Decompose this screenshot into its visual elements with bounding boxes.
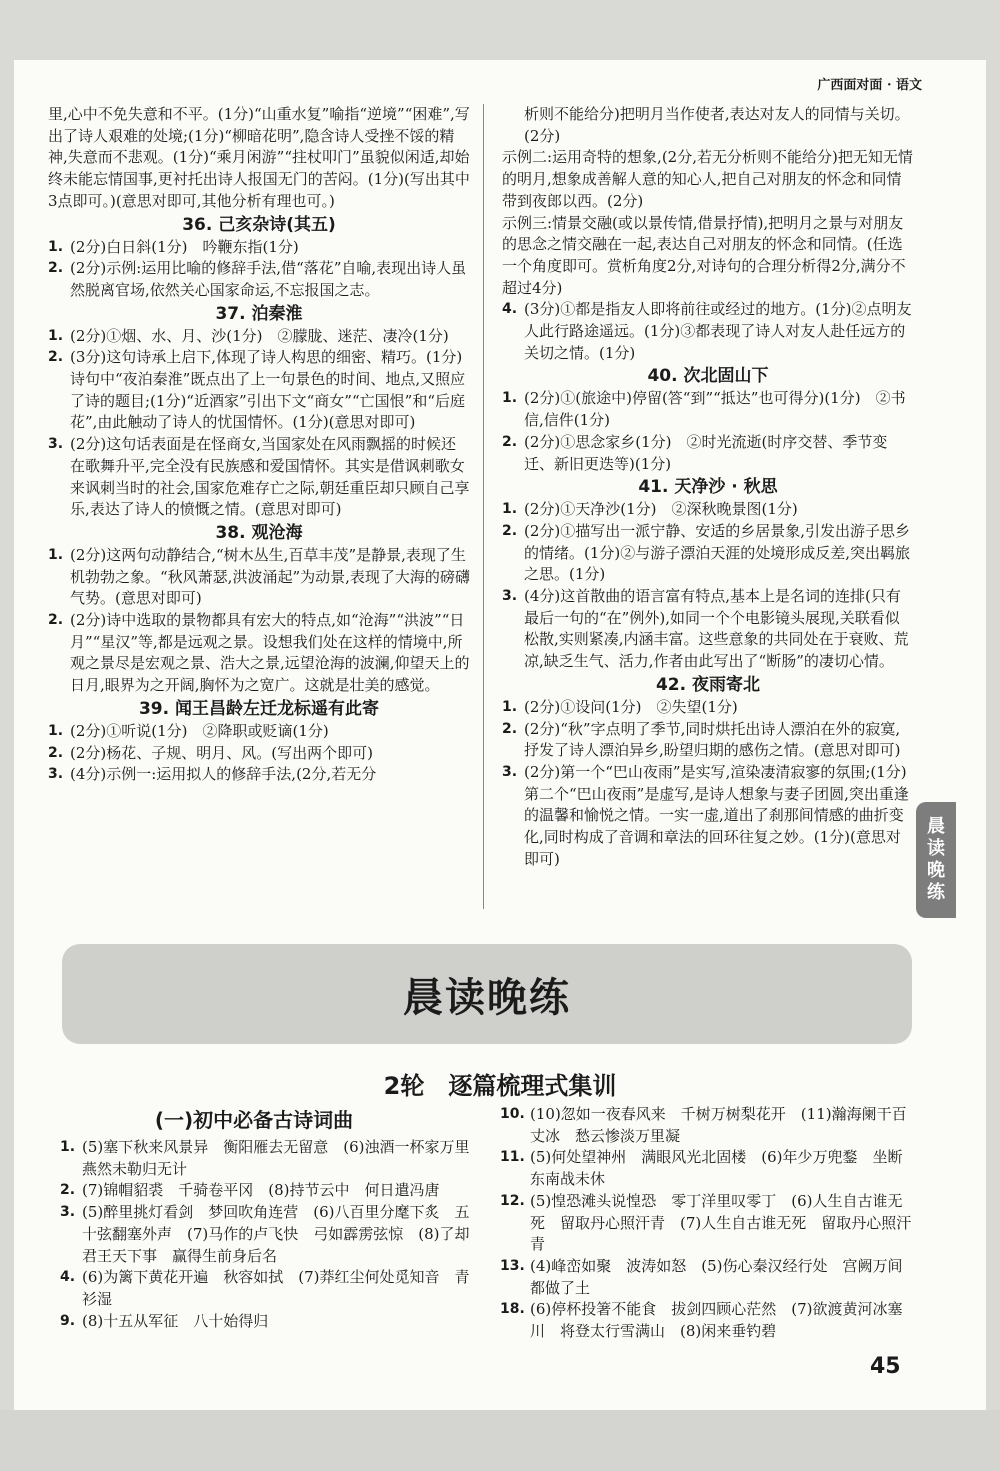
section-title-41: 41. 天净沙 · 秋思	[638, 477, 778, 498]
answer-item: 2. (7)锦帽貂裘 千骑卷平冈 (8)持节云中 何日遣冯唐	[60, 1181, 440, 1200]
example-three: 示例三:情景交融(或以景传情,借景抒情),把明月之景与对朋友的思念之情交融在一起,表达自己对朋友的怀念和同情。(任选一个角度即可。赏析角度2分,对诗句的合理分析得2分,满分不超过4分)	[502, 213, 906, 297]
answer-item: 2. (2分)诗中选取的景物都具有宏大的特点,如“沧海”“洪波”“日月”“星汉”等,都是远观之景。设想我们处在这样的情境中,所观之景尽是宏观之景、浩大之景,远望沧海的波澜,仰望天上的日月,眼界为之开阔,胸怀为之宽广。这就是壮美的感觉。	[48, 611, 470, 695]
section-banner	[62, 944, 912, 1044]
answer-item: 4. (6)为篱下黄花开遍 秋容如拭 (7)莽红尘何处觅知音 青衫湿	[60, 1268, 470, 1308]
side-tab-char: 晨	[927, 816, 945, 837]
section-title-36: 36. 己亥杂诗(其五)	[182, 214, 336, 235]
answer-item: 2. (2分)①描写出一派宁静、安适的乡居景象,引发出游子思乡的情绪。(1分)②与游子漂泊天涯的处境形成反差,突出羁旅之思。(1分)	[502, 521, 911, 584]
answer-item: 3. (4分)示例一:运用拟人的修辞手法,(2分,若无分	[48, 765, 377, 784]
answer-item: 1. (2分)①天净沙(1分) ②深秋晚景图(1分)	[502, 500, 798, 519]
answer-item: 13. (4)峰峦如聚 波涛如怒 (5)伤心秦汉经行处 宫阙万间都做了土	[500, 1256, 903, 1297]
lower-left-column	[60, 1137, 485, 1332]
side-tab-char: 读	[927, 838, 945, 859]
answer-item: 2. (3分)这句诗承上启下,体现了诗人构思的细密、精巧。(1分)诗句中“夜泊秦淮”既点出了上一句景色的时间、地点,又照应了诗的题目;(1分)“近酒家”引出下文“商女”“亡国恨”和“后庭花”,由此触动了诗人的忧国情怀。(1分)(意思对即可)	[48, 348, 466, 432]
right-intro-paragraph: 析则不能给分)把明月当作使者,表达对友人的同情与关切。(2分)	[524, 105, 910, 145]
banner-title: 晨读晚练	[403, 974, 571, 1021]
answer-item: 1. (2分)①烟、水、月、沙(1分) ②朦胧、迷茫、凄冷(1分)	[48, 326, 449, 345]
answer-item: 1. (5)塞下秋来风景异 衡阳雁去无留意 (6)浊酒一杯家万里 燕然未勒归无计	[60, 1138, 485, 1178]
answer-item: 3. (4分)这首散曲的语言富有特点,基本上是名词的连排(只有最后一句的“在”例外),如同一个个电影镜头展现,关联看似松散,实则紧凑,内涵丰富。这些意象的共同处在于衰败、荒凉,缺乏生气、活力,作者由此写出了“断肠”的凄切心情。	[502, 587, 909, 671]
answer-item: 11. (5)何处望神州 满眼风光北固楼 (6)年少万兜鍪 坐断东南战未休	[500, 1148, 903, 1189]
answer-item: 1. (2分)这两句动静结合,“树木丛生,百草丰茂”是静景,表现了生机勃勃之象。“秋风萧瑟,洪波涌起”为动景,表现了大海的磅礴气势。(意思对即可)	[48, 545, 470, 608]
section-title-40: 40. 次北固山下	[647, 366, 769, 387]
answer-item: 1. (2分)①(旅途中)停留(答“到”“抵达”也可得分)(1分) ②书信,信件(1分)	[502, 389, 906, 430]
answer-item: 10. (10)忽如一夜春风来 千树万树梨花开 (11)瀚海阑干百丈冰 愁云惨淡万里凝	[500, 1105, 907, 1145]
section-title-37: 37. 泊秦淮	[215, 303, 303, 324]
bottom-strip	[0, 1410, 1000, 1471]
answer-item: 2. (2分)“秋”字点明了季节,同时烘托出诗人漂泊在外的寂寞,抒发了诗人漂泊异乡,盼望归期的感伤之情。(意思对即可)	[502, 719, 901, 760]
example-two: 示例二:运用奇特的想象,(2分,若无分析则不能给分)把无知无情的明月,想象成善解人意的知心人,把自己对朋友的怀念和同情带到夜郎以西。(2分)	[502, 148, 913, 210]
answer-item: 2. (2分)杨花、子规、明月、风。(写出两个即可)	[48, 743, 373, 762]
round-title: 2轮 逐篇梳理式集训	[383, 1072, 617, 1100]
lower-right-column	[500, 1104, 914, 1343]
page-number: 45	[870, 1354, 901, 1379]
answer-item: 1. (2分)白日斜(1分) 吟鞭东指(1分)	[48, 237, 299, 256]
side-tab-char: 练	[927, 882, 945, 903]
side-tab	[916, 802, 956, 918]
answer-item: 18. (6)停杯投箸不能食 拔剑四顾心茫然 (7)欲渡黄河冰塞川 将登太行雪满山 (8)闲来垂钓碧	[500, 1300, 903, 1341]
section-title-38: 38. 观沧海	[215, 522, 303, 543]
answer-item: 4. (3分)①都是指友人即将前往或经过的地方。(1分)②点明友人此行路途遥远。(1分)③都表现了诗人对友人赴任远方的关切之情。(1分)	[502, 300, 912, 362]
section-title-42: 42. 夜雨寄北	[655, 674, 761, 695]
answer-item: 3. (2分)这句话表面是在怪商女,当国家处在风雨飘摇的时候还在歌舞升平,完全没有民族感和爱国情怀。其实是借讽刺歌女来讽刺当时的社会,国家危难存亡之际,朝廷重臣却只顾自己享乐,表达了诗人的愤慨之情。(意思对即可)	[48, 435, 470, 519]
answer-item: 2. (2分)示例:运用比喻的修辞手法,借“落花”自喻,表现出诗人虽然脱离官场,依然关心国家命运,不忘报国之志。	[48, 259, 467, 299]
sub-title: (一)初中必备古诗词曲	[154, 1108, 354, 1132]
answer-item: 3. (5)醉里挑灯看剑 梦回吹角连营 (6)八百里分麾下炙 五十弦翻塞外声 (7)马作的卢飞快 弓如霹雳弦惊 (8)了却君王天下事 赢得生前身后名	[60, 1203, 470, 1265]
answer-item: 3. (2分)第一个“巴山夜雨”是实写,渲染凄清寂寥的氛围;(1分)第二个“巴山夜雨”是虚写,是诗人想象与妻子团圆,突出重逢的温馨和愉悦之情。一实一虚,道出了刹那间情感的曲折变化,同时构成了音调和章法的回环往复之妙。(1分)(意思对即可)	[502, 762, 909, 868]
answer-item: 2. (2分)①思念家乡(1分) ②时光流逝(时序交替、季节变迁、新旧更迭等)(1分)	[502, 432, 888, 473]
section-title-39: 39. 闻王昌龄左迁龙标遥有此寄	[138, 698, 380, 719]
page-header: 广西面对面 · 语文	[817, 78, 922, 93]
answer-item: 12. (5)惶恐滩头说惶恐 零丁洋里叹零丁 (6)人生自古谁无死 留取丹心照汗青 (7)人生自古谁无死 留取丹心照汗青	[500, 1191, 912, 1254]
left-column	[48, 104, 470, 786]
answer-item: 9. (8)十五从军征 八十始得归	[60, 1311, 269, 1330]
right-column	[502, 104, 914, 871]
answer-item: 1. (2分)①设问(1分) ②失望(1分)	[502, 697, 738, 716]
answer-item: 1. (2分)①听说(1分) ②降职或贬谪(1分)	[48, 721, 329, 740]
left-intro-paragraph: 里,心中不免失意和不平。(1分)“山重水复”喻指“逆境”“困难”,写出了诗人艰难的处境;(1分)“柳暗花明”,隐含诗人受挫不馁的精神,失意而不悲观。(1分)“乘月闲游”“拄杖叩门”虽貌似闲适,却始终未能忘情国事,更衬托出诗人报国无门的苦闷。(1分)(写出其中3点即可。)(意思对即可,其他分析有理也可。)	[48, 105, 470, 210]
column-divider	[483, 104, 484, 909]
side-tab-char: 晚	[927, 860, 945, 881]
